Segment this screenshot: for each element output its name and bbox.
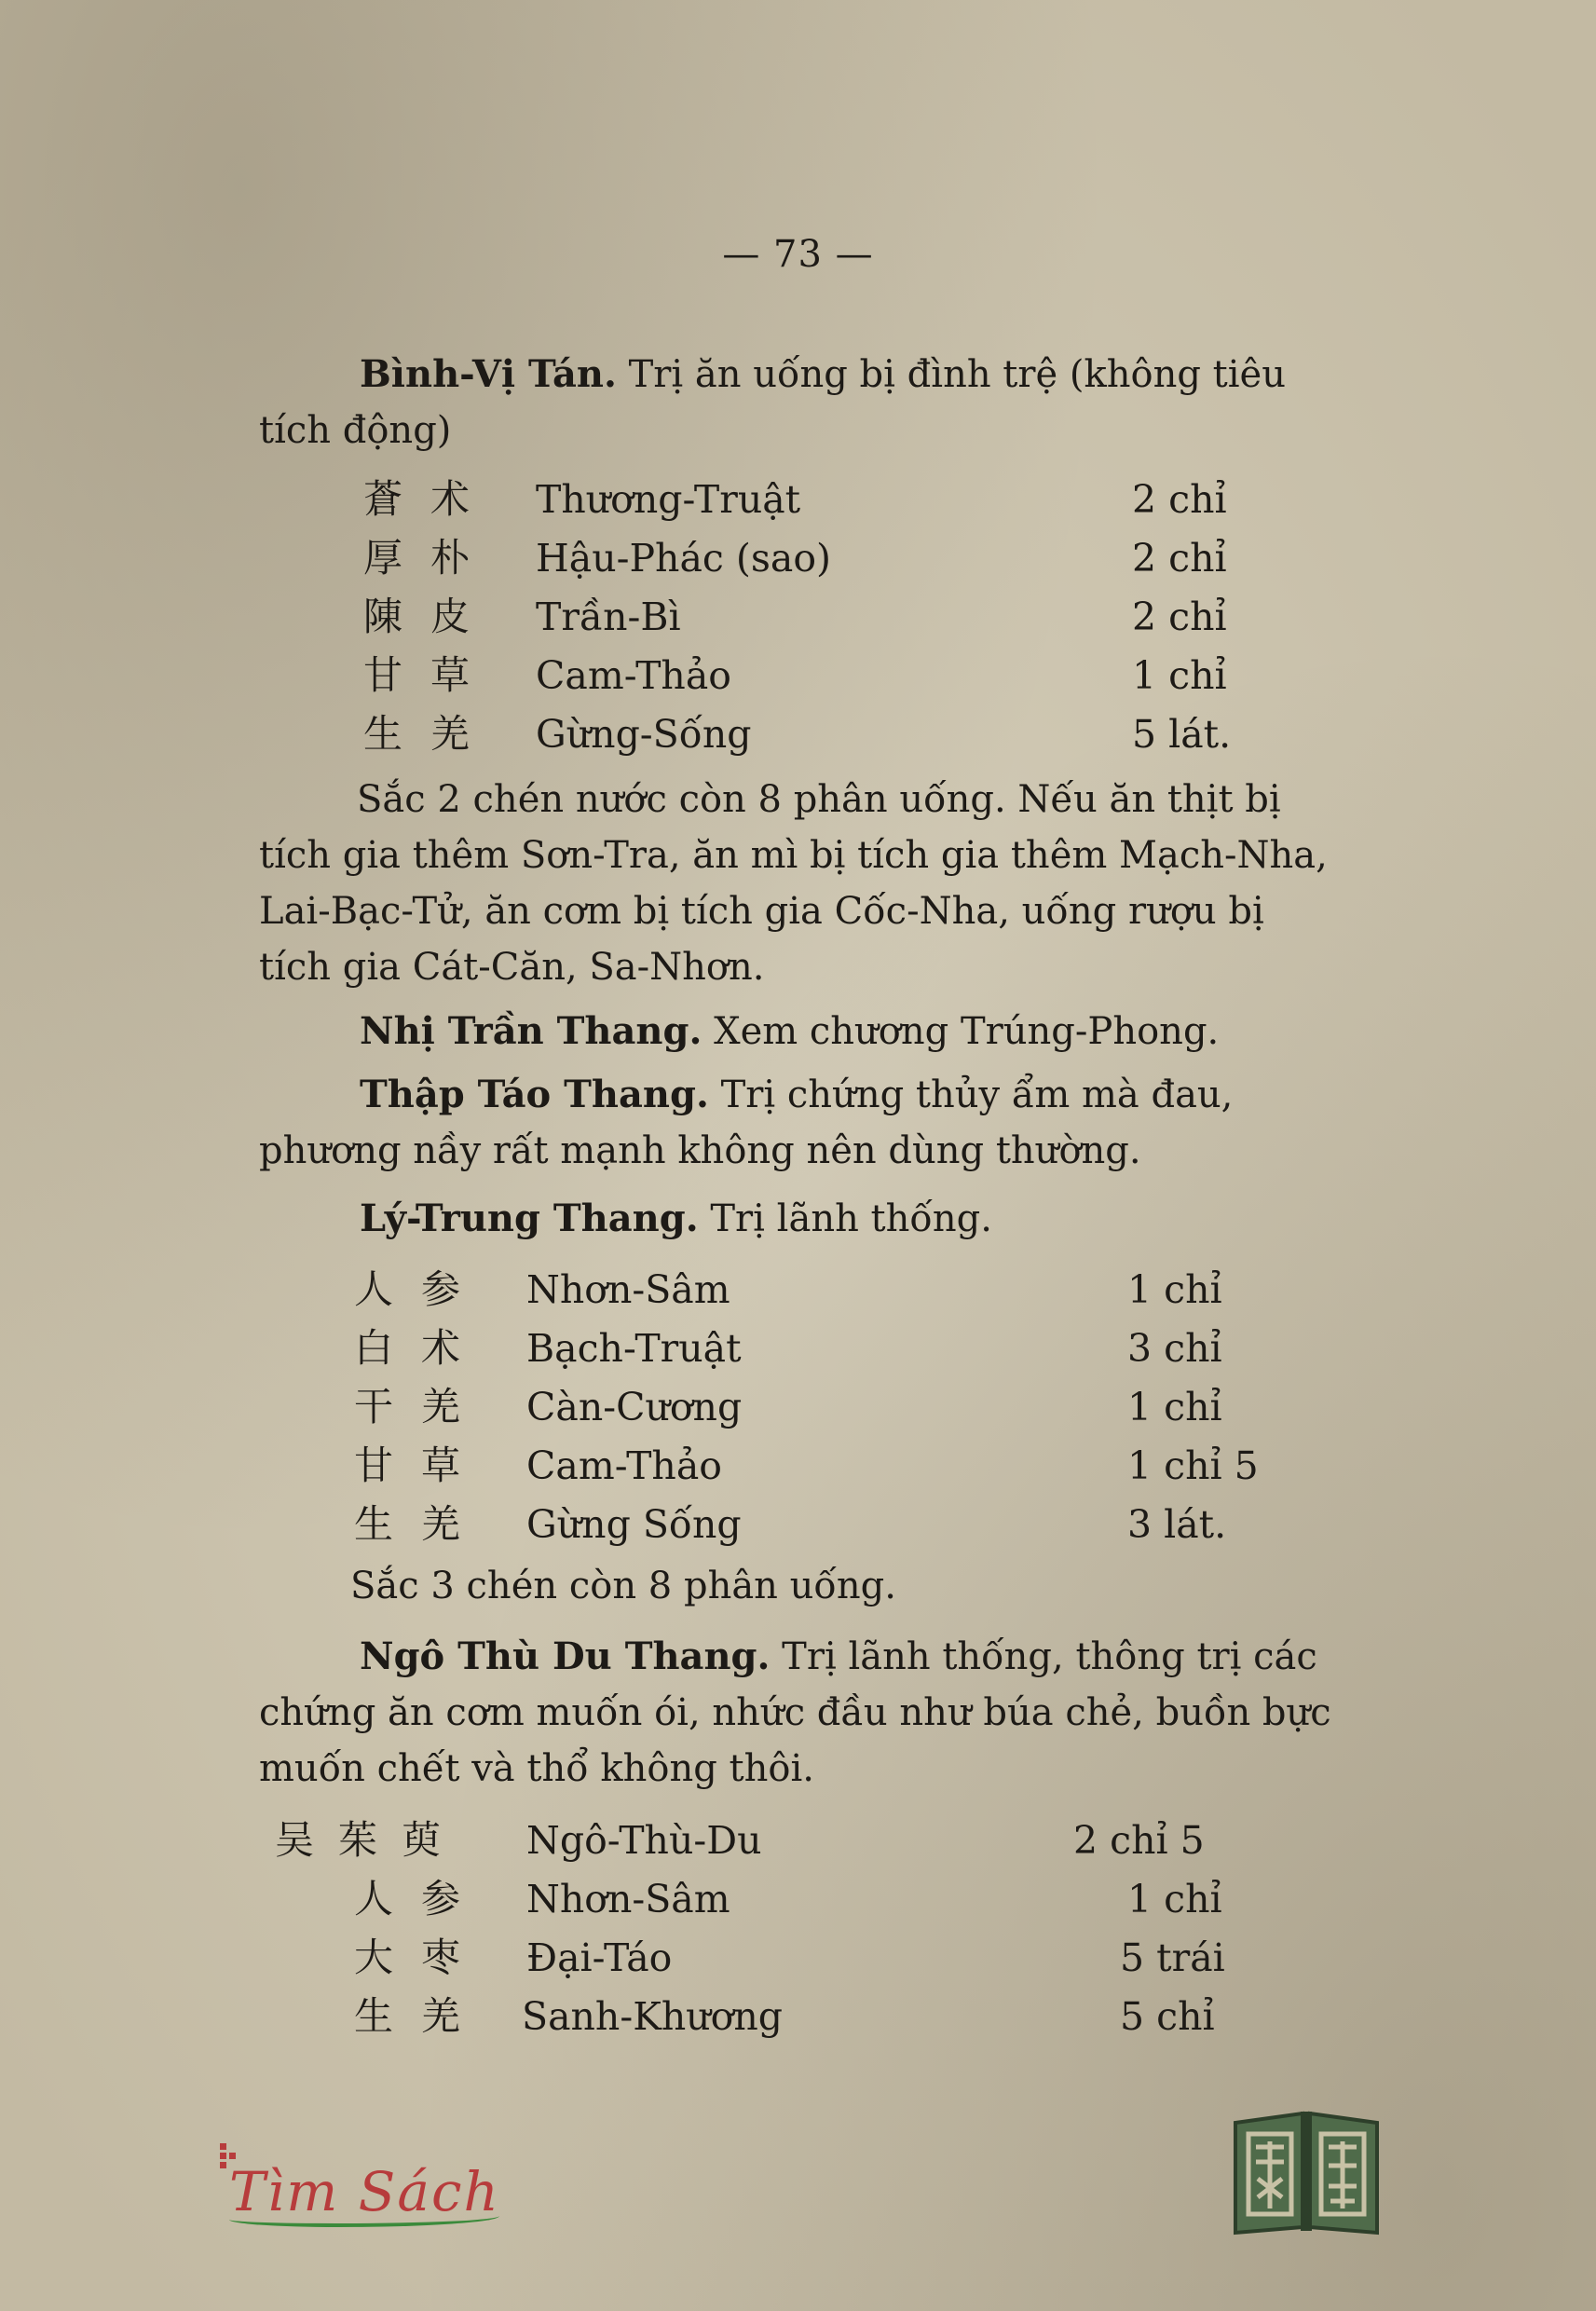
ingredient-dose: 1 chỉ [1127, 1877, 1222, 1921]
ingredient-row [0, 1496, 1596, 1553]
book-logo-icon [1232, 2104, 1381, 2236]
ingredient-han: 陳皮 [363, 594, 498, 639]
ingredient-name: Bạch-Truật [526, 1326, 742, 1371]
ingredient-row [0, 588, 1596, 646]
section-4-heading [259, 1191, 1336, 1247]
ingredient-han: 生羌 [363, 711, 498, 757]
ingredient-han: 甘草 [354, 1443, 489, 1488]
section-1-intro: Trị ăn uống bị đình trệ (không tiêu tích động) [259, 353, 1286, 452]
ingredient-dose: 2 chỉ [1132, 477, 1227, 522]
section-4-instructions: Sắc 3 chén còn 8 phân uống. [350, 1565, 896, 1607]
ingredient-han: 白术 [354, 1325, 489, 1371]
ingredient-dose: 2 chỉ 5 [1073, 1818, 1205, 1863]
ingredient-row [0, 529, 1596, 587]
section-1-instructions: Sắc 2 chén nước còn 8 phân uống. Nếu ăn thịt bị tích gia thêm Sơn-Tra, ăn mì bị tích gia thêm Mạch-Nha, Lai-Bạc-Tử, ăn cơm bị tích gia Cốc-Nha, uống rượu bị tích gia Cát-Căn, Sa-Nhơn. [259, 778, 1328, 989]
section-4-intro: Trị lãnh thống. [698, 1197, 992, 1240]
section-2-heading [259, 1004, 1336, 1060]
section-2-title: Nhị Trần Thang. [360, 1009, 703, 1053]
ingredient-han: 甘草 [363, 652, 498, 698]
ingredient-dose: 3 lát. [1127, 1502, 1227, 1547]
ingredient-row [0, 1870, 1596, 1928]
ingredient-row [0, 1437, 1596, 1495]
timsach-logo-text: Tìm Sách [229, 2160, 500, 2223]
ingredient-row [0, 1929, 1596, 1987]
ingredient-han: 蒼术 [363, 476, 498, 522]
ingredient-row [0, 1812, 1596, 1869]
ingredient-dose: 2 chỉ [1132, 536, 1227, 581]
ingredient-dose: 5 chỉ [1120, 1994, 1215, 2039]
ingredient-row [0, 1261, 1596, 1319]
section-3-heading [259, 1067, 1336, 1179]
ingredient-name: Thương-Truật [536, 477, 801, 522]
ingredient-dose: 1 chỉ [1127, 1267, 1222, 1312]
ingredient-han: 生羌 [354, 1993, 489, 2039]
ingredient-dose: 5 trái [1120, 1935, 1225, 1980]
ingredient-han: 生羌 [354, 1501, 489, 1547]
ingredient-han: 人参 [354, 1876, 489, 1921]
ingredient-name: Nhơn-Sâm [526, 1267, 730, 1312]
ingredient-row [0, 1378, 1596, 1436]
section-1-heading [259, 347, 1336, 458]
ingredient-han: 大枣 [354, 1935, 489, 1980]
ingredient-name: Cam-Thảo [526, 1443, 722, 1488]
ingredient-name: Cam-Thảo [536, 653, 731, 698]
section-1-title: Bình-Vị Tán. [360, 352, 617, 396]
section-3-title: Thập Táo Thang. [360, 1073, 709, 1116]
section-5-heading [259, 1629, 1336, 1797]
page-number: — 73 — [722, 233, 874, 276]
ingredient-row [0, 647, 1596, 704]
ingredient-name: Càn-Cương [526, 1385, 743, 1429]
ingredient-han: 人参 [354, 1266, 489, 1312]
ingredient-dose: 3 chỉ [1127, 1326, 1222, 1371]
section-3-text: Trị chứng thủy ẩm mà đau, phương nầy rất mạnh không nên dùng thường. [259, 1073, 1234, 1172]
section-5-title: Ngô Thù Du Thang. [360, 1634, 771, 1678]
ingredient-dose: 1 chỉ [1127, 1385, 1222, 1429]
ingredient-dose: 2 chỉ [1132, 595, 1227, 639]
ingredient-row [0, 1320, 1596, 1377]
ingredient-name: Sanh-Khương [522, 1994, 783, 2039]
ingredient-name: Đại-Táo [526, 1935, 673, 1980]
ingredient-name: Gừng Sống [526, 1502, 742, 1547]
logo-swoosh [229, 2208, 499, 2227]
ingredient-dose: 1 chỉ 5 [1127, 1443, 1259, 1488]
ingredient-han: 干羌 [354, 1384, 489, 1429]
section-5-intro: Trị lãnh thống, thông trị các chứng ăn cơm muốn ói, nhức đầu như búa chẻ, buồn bực muốn chết và thổ không thôi. [259, 1635, 1331, 1790]
ingredient-name: Nhơn-Sâm [526, 1877, 730, 1921]
ingredient-row [0, 705, 1596, 763]
ingredient-dose: 1 chỉ [1132, 653, 1227, 698]
timsach-logo [220, 2143, 518, 2227]
ingredient-han: 吴茱萸 [275, 1817, 466, 1863]
ingredient-han: 厚朴 [363, 535, 498, 581]
ingredient-row [0, 1988, 1596, 2045]
ingredient-name: Gừng-Sống [536, 712, 752, 757]
ingredient-name: Hậu-Phác (sao) [536, 536, 832, 581]
section-2-text: Xem chương Trúng-Phong. [702, 1010, 1220, 1053]
ingredient-name: Trần-Bì [536, 595, 681, 639]
ingredient-name: Ngô-Thù-Du [526, 1818, 762, 1863]
ingredient-dose: 5 lát. [1132, 712, 1232, 757]
section-4-title: Lý-Trung Thang. [360, 1197, 699, 1240]
ingredient-row [0, 471, 1596, 528]
